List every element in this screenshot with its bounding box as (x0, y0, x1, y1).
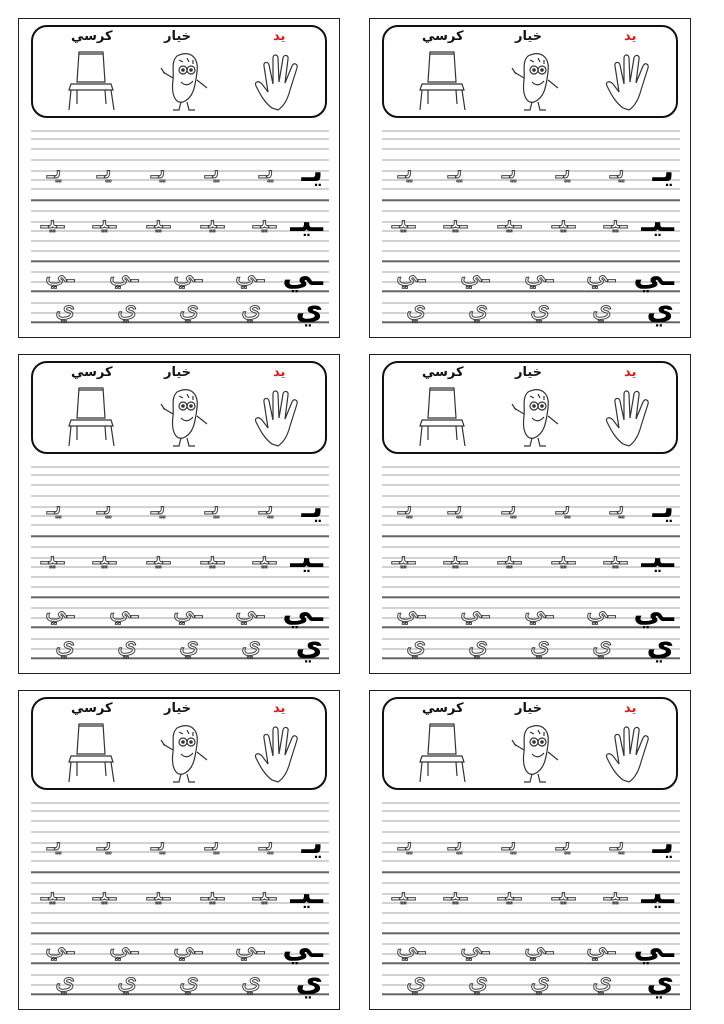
trace-letter: يـ (47, 827, 62, 857)
picture-header (382, 697, 678, 790)
trace-letter: ـي (460, 931, 490, 961)
model-letter-medial: ـيـ (641, 204, 674, 239)
trace-letter: ـيـ (392, 877, 416, 907)
hand-icon (248, 720, 314, 784)
trace-letter: ـي (460, 259, 490, 289)
row-medial (31, 876, 329, 919)
word-chair: كرسي (422, 365, 464, 380)
model-letter-initial: يـ (652, 826, 674, 861)
worksheet-card-3 (18, 354, 340, 674)
word-cucumber: خيار (515, 29, 543, 44)
trace-letter: ـيـ (392, 205, 416, 235)
trace-letter: ي (592, 629, 613, 659)
chair-icon (410, 48, 476, 112)
model-letter-isolated: ي (295, 628, 323, 663)
trace-letter: ي (179, 293, 200, 323)
cucumber-character-icon (504, 720, 570, 784)
trace-letter: يـ (610, 155, 625, 185)
trace-letter: ـيـ (93, 541, 117, 571)
trace-letter: ي (179, 965, 200, 995)
model-letter-final: ـي (633, 930, 674, 965)
trace-letter: يـ (502, 155, 517, 185)
picture-header (382, 25, 678, 118)
model-letter-medial: ـيـ (290, 876, 323, 911)
trace-letter: ي (406, 293, 427, 323)
model-letter-medial: ـيـ (290, 540, 323, 575)
trace-letter: ـي (586, 931, 616, 961)
trace-letter: ـيـ (253, 541, 277, 571)
chair-icon (59, 720, 125, 784)
word-cucumber: خيار (164, 701, 192, 716)
trace-letter: ي (530, 629, 551, 659)
trace-letter: ـيـ (392, 541, 416, 571)
trace-letter: يـ (47, 155, 62, 185)
trace-letter: يـ (259, 155, 274, 185)
trace-letter: يـ (205, 155, 220, 185)
trace-letter: ـيـ (41, 205, 65, 235)
row-initial (382, 826, 680, 869)
trace-letter: يـ (502, 491, 517, 521)
row-isolated (31, 292, 329, 335)
trace-letter: يـ (398, 491, 413, 521)
trace-letter: يـ (97, 491, 112, 521)
model-letter-isolated: ي (646, 964, 674, 999)
word-chair: كرسي (71, 29, 113, 44)
trace-letter: ـيـ (93, 877, 117, 907)
hand-icon (248, 48, 314, 112)
trace-letter: ـيـ (552, 877, 576, 907)
trace-letter: يـ (151, 491, 166, 521)
worksheet-card-5 (18, 690, 340, 1010)
trace-letter: يـ (502, 827, 517, 857)
cucumber-character-icon (153, 720, 219, 784)
row-medial (382, 204, 680, 247)
trace-letter: ـيـ (41, 541, 65, 571)
word-hand: يد (273, 29, 286, 44)
model-letter-final: ـي (282, 930, 323, 965)
row-initial (382, 490, 680, 533)
trace-letter: ـي (524, 259, 554, 289)
hand-icon (599, 48, 665, 112)
trace-letter: يـ (448, 827, 463, 857)
row-initial (382, 154, 680, 197)
trace-letter: ـي (396, 595, 426, 625)
trace-letter: ي (241, 965, 262, 995)
trace-letter: ـي (586, 595, 616, 625)
word-hand: يد (273, 365, 286, 380)
trace-letter: ي (241, 629, 262, 659)
trace-letter: ـي (524, 931, 554, 961)
row-isolated (382, 628, 680, 671)
trace-letter: يـ (610, 827, 625, 857)
handwriting-lines (382, 463, 680, 668)
worksheet-card-4 (369, 354, 691, 674)
row-initial (31, 154, 329, 197)
row-initial (31, 826, 329, 869)
model-letter-initial: يـ (301, 826, 323, 861)
trace-letter: ي (55, 293, 76, 323)
trace-letter: ـي (173, 259, 203, 289)
trace-letter: ي (468, 965, 489, 995)
hand-icon (248, 384, 314, 448)
trace-letter: ـي (109, 259, 139, 289)
trace-letter: يـ (205, 827, 220, 857)
trace-letter: ـيـ (444, 541, 468, 571)
picture-header (31, 697, 327, 790)
model-letter-initial: يـ (301, 490, 323, 525)
row-initial (31, 490, 329, 533)
cucumber-character-icon (153, 48, 219, 112)
model-letter-isolated: ي (295, 964, 323, 999)
trace-letter: ـيـ (444, 205, 468, 235)
row-isolated (382, 292, 680, 335)
word-hand: يد (624, 365, 637, 380)
trace-letter: ـيـ (604, 877, 628, 907)
trace-letter: ـيـ (253, 205, 277, 235)
trace-letter: ـي (109, 931, 139, 961)
trace-letter: ـي (45, 931, 75, 961)
model-letter-final: ـي (282, 594, 323, 629)
trace-letter: يـ (97, 155, 112, 185)
row-medial (382, 876, 680, 919)
handwriting-lines (382, 799, 680, 1004)
trace-letter: يـ (47, 491, 62, 521)
word-cucumber: خيار (515, 701, 543, 716)
trace-letter: ـي (235, 259, 265, 289)
trace-letter: يـ (259, 491, 274, 521)
trace-letter: ـيـ (253, 877, 277, 907)
trace-letter: ي (592, 293, 613, 323)
handwriting-lines (31, 127, 329, 332)
hand-icon (599, 720, 665, 784)
trace-letter: ـيـ (93, 205, 117, 235)
hand-icon (599, 384, 665, 448)
trace-letter: ي (592, 965, 613, 995)
trace-letter: ـيـ (201, 541, 225, 571)
chair-icon (59, 48, 125, 112)
word-chair: كرسي (422, 701, 464, 716)
trace-letter: ـيـ (41, 877, 65, 907)
trace-letter: يـ (556, 827, 571, 857)
trace-letter: ـي (109, 595, 139, 625)
worksheet-card-1 (18, 18, 340, 338)
trace-letter: يـ (398, 827, 413, 857)
trace-letter: ـيـ (604, 205, 628, 235)
model-letter-initial: يـ (652, 490, 674, 525)
trace-letter: يـ (97, 827, 112, 857)
trace-letter: ـيـ (498, 877, 522, 907)
word-hand: يد (273, 701, 286, 716)
row-isolated (382, 964, 680, 1007)
model-letter-medial: ـيـ (641, 876, 674, 911)
trace-letter: ـي (45, 259, 75, 289)
row-medial (31, 540, 329, 583)
trace-letter: ـي (396, 931, 426, 961)
trace-letter: يـ (448, 491, 463, 521)
cucumber-character-icon (504, 48, 570, 112)
chair-icon (410, 720, 476, 784)
word-cucumber: خيار (515, 365, 543, 380)
trace-letter: يـ (259, 827, 274, 857)
trace-letter: ـيـ (201, 877, 225, 907)
row-isolated (31, 964, 329, 1007)
row-isolated (31, 628, 329, 671)
chair-icon (59, 384, 125, 448)
row-medial (31, 204, 329, 247)
word-chair: كرسي (71, 701, 113, 716)
trace-letter: ي (55, 965, 76, 995)
trace-letter: ـي (586, 259, 616, 289)
picture-header (31, 25, 327, 118)
handwriting-lines (31, 463, 329, 668)
trace-letter: ي (406, 965, 427, 995)
trace-letter: ـي (45, 595, 75, 625)
handwriting-lines (382, 127, 680, 332)
trace-letter: ـيـ (147, 205, 171, 235)
word-chair: كرسي (71, 365, 113, 380)
trace-letter: ي (55, 629, 76, 659)
trace-letter: ي (241, 293, 262, 323)
trace-letter: ي (530, 293, 551, 323)
trace-letter: ـيـ (201, 205, 225, 235)
trace-letter: ـي (460, 595, 490, 625)
cucumber-character-icon (153, 384, 219, 448)
trace-letter: يـ (556, 155, 571, 185)
trace-letter: ـيـ (552, 205, 576, 235)
trace-letter: ي (468, 629, 489, 659)
picture-header (31, 361, 327, 454)
trace-letter: ي (406, 629, 427, 659)
model-letter-medial: ـيـ (290, 204, 323, 239)
model-letter-medial: ـيـ (641, 540, 674, 575)
worksheet-card-2 (369, 18, 691, 338)
model-letter-isolated: ي (646, 628, 674, 663)
trace-letter: ـيـ (604, 541, 628, 571)
model-letter-initial: يـ (652, 154, 674, 189)
trace-letter: ـي (524, 595, 554, 625)
trace-letter: ي (117, 629, 138, 659)
trace-letter: ـي (173, 595, 203, 625)
trace-letter: ـي (235, 931, 265, 961)
word-hand: يد (624, 701, 637, 716)
trace-letter: ي (530, 965, 551, 995)
chair-icon (410, 384, 476, 448)
row-medial (382, 540, 680, 583)
trace-letter: ي (179, 629, 200, 659)
trace-letter: ـيـ (498, 205, 522, 235)
handwriting-lines (31, 799, 329, 1004)
model-letter-final: ـي (633, 258, 674, 293)
trace-letter: ي (468, 293, 489, 323)
word-cucumber: خيار (164, 29, 192, 44)
trace-letter: يـ (151, 827, 166, 857)
word-hand: يد (624, 29, 637, 44)
trace-letter: يـ (151, 155, 166, 185)
trace-letter: ي (117, 293, 138, 323)
trace-letter: ـي (396, 259, 426, 289)
trace-letter: يـ (448, 155, 463, 185)
trace-letter: ـيـ (552, 541, 576, 571)
worksheet-card-6 (369, 690, 691, 1010)
trace-letter: ـي (235, 595, 265, 625)
trace-letter: ـي (173, 931, 203, 961)
trace-letter: يـ (398, 155, 413, 185)
trace-letter: ـيـ (444, 877, 468, 907)
word-chair: كرسي (422, 29, 464, 44)
picture-header (382, 361, 678, 454)
trace-letter: يـ (610, 491, 625, 521)
trace-letter: ـيـ (147, 877, 171, 907)
trace-letter: ـيـ (147, 541, 171, 571)
model-letter-final: ـي (282, 258, 323, 293)
trace-letter: ـيـ (498, 541, 522, 571)
model-letter-isolated: ي (295, 292, 323, 327)
trace-letter: يـ (556, 491, 571, 521)
cucumber-character-icon (504, 384, 570, 448)
model-letter-isolated: ي (646, 292, 674, 327)
trace-letter: يـ (205, 491, 220, 521)
model-letter-initial: يـ (301, 154, 323, 189)
model-letter-final: ـي (633, 594, 674, 629)
trace-letter: ي (117, 965, 138, 995)
word-cucumber: خيار (164, 365, 192, 380)
